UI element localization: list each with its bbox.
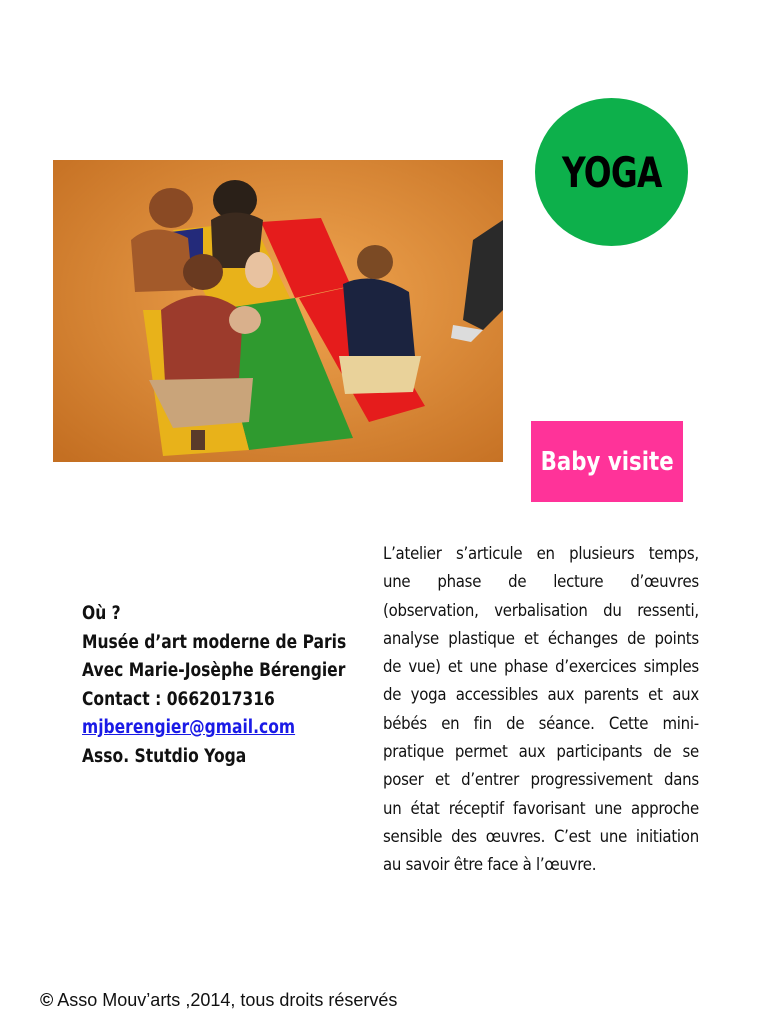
description-line: poser et d’entrer progressivement dans <box>383 770 699 791</box>
copyright-text: Asso Mouv’arts ,2014, tous droits réservés <box>53 990 398 1010</box>
contact-phone: Contact : 0662017316 <box>82 688 275 710</box>
yoga-badge <box>535 98 688 246</box>
description-line: sensible des œuvres. C’est une initiation <box>383 826 699 847</box>
venue-text: Musée d’art moderne de Paris <box>82 631 347 653</box>
description-line: bébés en fin de séance. Cette mini- <box>383 713 699 734</box>
description-line: de vue) et une phase d’exercices simples <box>383 657 699 678</box>
description-line: analyse plastique et échanges de points <box>383 628 699 649</box>
email-link[interactable]: mjberengier@gmail.com <box>82 717 296 738</box>
copyright-footer <box>40 990 397 1011</box>
description-line: une phase de lecture d’œuvres <box>383 572 699 593</box>
where-label: Où ? <box>82 603 121 624</box>
workshop-photo <box>53 160 503 462</box>
description-line: de yoga accessibles aux parents et aux <box>383 685 699 706</box>
description-line: L’atelier s’articule en plusieurs temps, <box>383 544 699 564</box>
description-line: pratique permet aux participants de se <box>383 742 699 763</box>
description-line: (observation, verbalisation du ressenti, <box>383 600 699 621</box>
description-line: au savoir être face à l’œuvre. <box>383 855 597 876</box>
baby-visite-badge <box>531 421 683 502</box>
association-text: Asso. Stutdio Yoga <box>82 745 247 767</box>
yoga-title: YOGA <box>561 147 662 197</box>
instructor-text: Avec Marie-Josèphe Bérengier <box>82 660 346 681</box>
copyright-symbol: © <box>40 990 54 1010</box>
info-block <box>82 600 372 771</box>
baby-visite-label: Baby visite <box>540 446 674 477</box>
description-line: un état réceptif favorisant une approche <box>383 798 699 819</box>
description-paragraph <box>383 540 699 880</box>
workshop-photo-illustration <box>53 160 503 462</box>
